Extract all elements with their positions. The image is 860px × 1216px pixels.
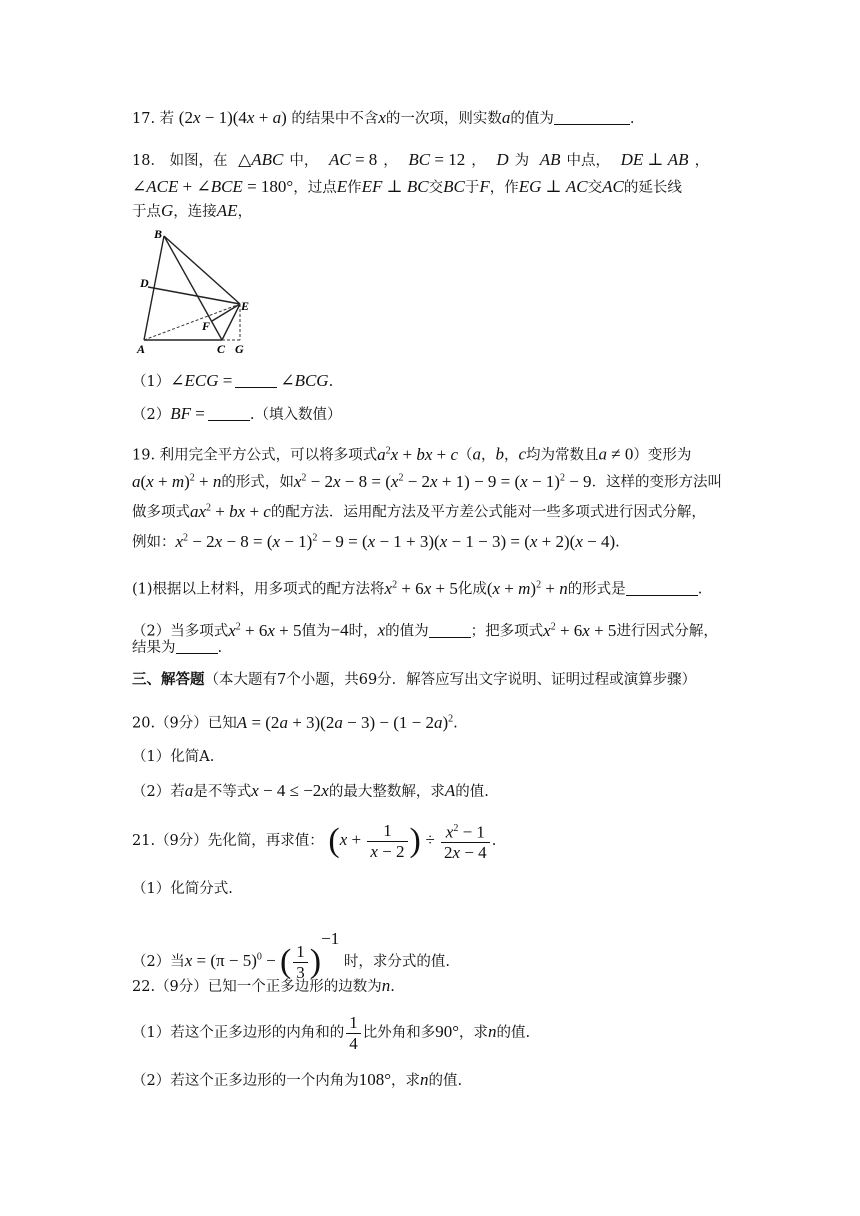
label-f: F xyxy=(202,319,211,333)
question-21-part-1: （1）化简分式. xyxy=(132,881,233,897)
question-18-part-2: （2）BF = .（填入数值） xyxy=(132,404,342,423)
question-18-part-1: （1）∠ECG = ∠BCG. xyxy=(132,371,334,390)
question-21-part-2: （2）当$x = (\pi - 5)^0$ − ( $\frac{1}{3}$ )$^{-1}$ 时，求分式的值. xyxy=(132,929,450,982)
question-18-line-3: 于点G，连接AE， xyxy=(132,201,253,220)
answer-blank[interactable] xyxy=(554,108,630,125)
segment-be xyxy=(164,236,240,304)
question-21: 21.（9分）先化简，再求值： (x + $\frac{1}{x - 2}$ ) ÷ $\frac{x^2 - 1}{2x - 4}$ . xyxy=(132,820,497,863)
answer-blank[interactable] xyxy=(208,404,250,421)
question-22-part-1: （1）若这个正多边形的内角和的 $\frac{1}{4}$ 比外角和多90°，求n的值. xyxy=(132,1012,531,1053)
question-18-line-2: ∠ACE + ∠BCE = 180°，过点E作EF ⊥ BC交BC于F，作EG ⊥ AC交AC的延长线 xyxy=(132,177,682,196)
question-19-line-4: 例如：$x^2 - 2x - 8 = (x - 1)^2 - 9 = (x - 1 + 3)(x - 1 - 3) = (x + 2)(x - 4)$. xyxy=(132,531,620,551)
question-22-part-2: （2）若这个正多边形的一个内角为108°，求n的值. xyxy=(132,1070,463,1089)
question-20: 20.（9分）已知$A = (2a + 3)(2a - 3) - (1 - 2a)^2$. xyxy=(132,712,458,732)
math-expression: (2x − 1)(4x + a) xyxy=(178,108,287,127)
question-20-part-1: （1）化简A. xyxy=(132,749,215,765)
label-d: D xyxy=(140,276,149,290)
section-3-heading: 三、解答题（本大题有7个小题，共69分．解答应写出文字说明、证明过程或演算步骤） xyxy=(132,671,697,688)
label-a: A xyxy=(137,342,146,356)
label-c: C xyxy=(217,342,226,356)
question-18-line-1: 18． 如图，在 △ABC 中， AC = 8 ， BC = 12 ， D 为 AB 中点， DE ⊥ AB ， xyxy=(132,150,710,169)
question-19-part-2: （2）当多项式$x^2 + 6x + 5$值为−4时，x的值为 ；把多项式$x^2 + 6x + 5$进行因式分解， xyxy=(132,620,718,640)
label-b: B xyxy=(154,227,163,241)
question-20-part-2: （2）若a是不等式x − 4 ≤ −2x的最大整数解，求A的值. xyxy=(132,781,489,800)
segment-bc xyxy=(164,236,222,340)
question-19-part-2-cont: 结果为 . xyxy=(132,637,222,659)
question-22: 22.（9分）已知一个正多边形的边数为n. xyxy=(132,976,395,995)
question-17: 17. 若 (2x − 1)(4x + a) 的结果中不含x的一次项，则实数a的值为 . xyxy=(132,108,635,127)
question-19-line-1: 19. 利用完全平方公式，可以将多项式$a^2x$ + bx + c（a，b，c均为常数且a ≠ 0）变形为 xyxy=(132,444,692,464)
answer-blank[interactable] xyxy=(235,371,277,388)
label-g: G xyxy=(235,342,244,356)
question-19-part-1: (1)根据以上材料，用多项式的配方法将$x^2 + 6x + 5$化成$(x + m)^2 + n$的形式是 . xyxy=(132,578,703,598)
segment-ae xyxy=(144,304,240,340)
label-e: E xyxy=(241,299,250,313)
answer-blank[interactable] xyxy=(176,637,218,654)
geometry-figure xyxy=(132,224,257,356)
question-19-line-2: $a(x + m)^2 + n$的形式，如$x^2 - 2x - 8 = (x^2 - 2x + 1) - 9 = (x - 1)^2 - 9$．这样的变形方法叫 xyxy=(132,471,723,491)
answer-blank[interactable] xyxy=(626,579,698,596)
answer-blank[interactable] xyxy=(429,621,471,638)
question-19-line-3: 做多项式$ax^2$ + bx + c的配方法．运用配方法及平方差公式能对一些多项式进行因式分解， xyxy=(132,501,706,521)
